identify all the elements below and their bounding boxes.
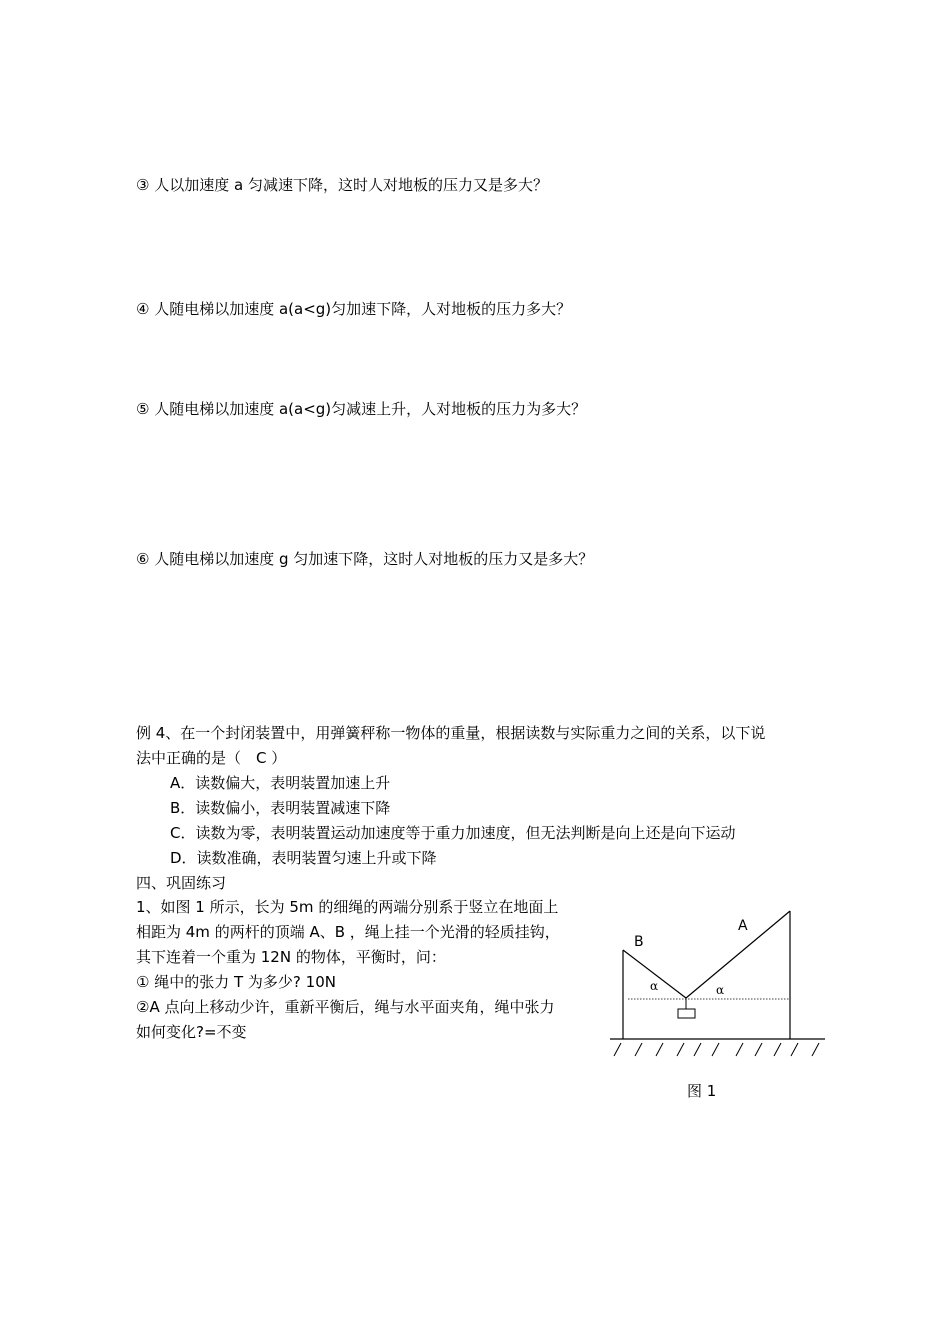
angle-alpha-left: α xyxy=(650,979,659,993)
problem-1-line-6: 如何变化?=不变 xyxy=(136,1023,247,1041)
question-6: ⑥ 人随电梯以加速度 g 匀加速下降，这时人对地板的压力又是多大？ xyxy=(136,550,594,568)
problem-1-line-2: 相距为 4m 的两杆的顶端 A、B ，绳上挂一个光滑的轻质挂钩， xyxy=(136,923,560,941)
angle-alpha-right: α xyxy=(716,983,725,997)
example-4-option-c: C．读数为零，表明装置运动加速度等于重力加速度，但无法判断是向上还是向下运动 xyxy=(170,824,736,842)
example-4-option-a: A．读数偏大，表明装置加速上升 xyxy=(170,774,391,792)
hanging-weight xyxy=(678,1009,695,1018)
problem-1-line-3: 其下连着一个重为 12N 的物体，平衡时，问： xyxy=(136,948,446,966)
problem-1-line-1: 1、如图 1 所示，长为 5m 的细绳的两端分别系于竖立在地面上 xyxy=(136,898,559,916)
problem-1-line-4: ① 绳中的张力 T 为多少? 10N xyxy=(136,973,336,991)
question-5: ⑤ 人随电梯以加速度 a(a<g)匀减速上升，人对地板的压力为多大？ xyxy=(136,400,587,418)
example-4-option-d: D．读数准确，表明装置匀速上升或下降 xyxy=(170,849,437,867)
label-b: B xyxy=(634,934,644,950)
problem-1-line-5: ②A 点向上移动少许，重新平衡后，绳与水平面夹角，绳中张力 xyxy=(136,998,555,1016)
example-4-stem-line-1: 例 4、在一个封闭装置中，用弹簧秤称一物体的重量，根据读数与实际重力之间的关系，以下说 xyxy=(136,724,766,742)
section-heading: 四、巩固练习 xyxy=(136,874,227,892)
question-4: ④ 人随电梯以加速度 a(a<g)匀加速下降，人对地板的压力多大？ xyxy=(136,300,572,318)
ground-hatching xyxy=(614,1043,819,1056)
figure-caption: 图 1 xyxy=(687,1082,717,1100)
example-4-option-b: B．读数偏小，表明装置减速下降 xyxy=(170,799,391,817)
figure-1-diagram xyxy=(600,888,840,1068)
question-3: ③ 人以加速度 a 匀减速下降，这时人对地板的压力又是多大？ xyxy=(136,176,548,194)
example-4-stem-line-2: 法中正确的是（ C ） xyxy=(136,749,287,767)
label-a: A xyxy=(738,918,748,934)
